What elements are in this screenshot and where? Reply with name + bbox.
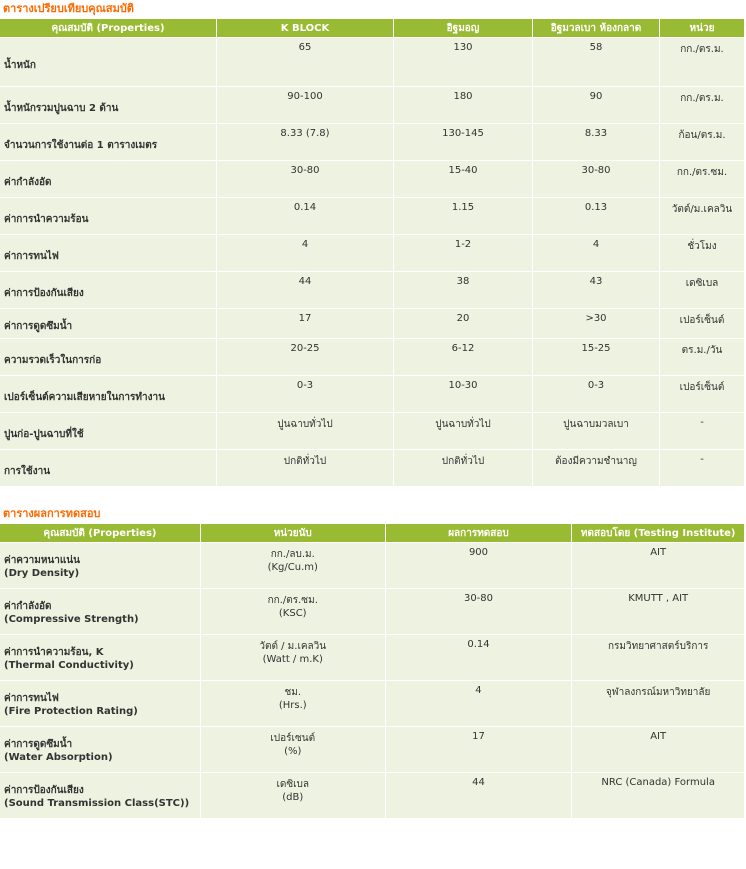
header-properties: คุณสมบัติ (Properties) — [0, 19, 216, 37]
header-lightweight-brick: อิฐมวลเบา ห้องกลาด — [533, 19, 659, 37]
test-result: 17 — [386, 727, 572, 772]
lightweight-brick-value: 90 — [533, 87, 659, 123]
test-unit — [201, 589, 385, 634]
lightweight-brick-value: 0-3 — [533, 376, 659, 412]
test-institute: NRC (Canada) Formula — [572, 773, 744, 818]
test-property-thai: ค่าการนำความร้อน, K — [4, 646, 104, 658]
kblock-value: ปกติทั่วไป — [217, 450, 393, 486]
property-name: ความรวดเร็วในการก่อ — [0, 339, 216, 375]
test-property-english: (Water Absorption) — [4, 751, 113, 763]
test-unit-thai: เดซิเบล — [276, 779, 310, 790]
unit-value: ก้อน/ตร.ม. — [660, 124, 744, 160]
test-institute: กรมวิทยาศาสตร์บริการ — [572, 635, 744, 680]
comparison-row — [0, 198, 744, 234]
unit-value: - — [660, 413, 744, 449]
comparison-row — [0, 272, 744, 308]
header-unit: หน่วย — [660, 19, 744, 37]
property-name: น้ำหนักรวมปูนฉาบ 2 ด้าน — [0, 87, 216, 123]
comparison-row — [0, 124, 744, 160]
comparison-row — [0, 413, 744, 449]
clay-brick-value: ปูนฉาบทั่วไป — [394, 413, 532, 449]
unit-value: ชั่วโมง — [660, 235, 744, 271]
header-test-institute: ทดสอบโดย (Testing Institute) — [572, 524, 744, 542]
test-row — [0, 773, 744, 818]
test-row — [0, 681, 744, 726]
header-kblock: K BLOCK — [217, 19, 393, 37]
header-clay-brick: อิฐมอญ — [394, 19, 532, 37]
clay-brick-value: 6-12 — [394, 339, 532, 375]
test-property-thai: ค่ากำลังอัด — [4, 600, 52, 612]
test-property — [0, 589, 200, 634]
test-unit-english: (%) — [284, 746, 302, 757]
test-row — [0, 589, 744, 634]
test-property — [0, 681, 200, 726]
comparison-table — [0, 18, 745, 487]
lightweight-brick-value: 0.13 — [533, 198, 659, 234]
lightweight-brick-value: >30 — [533, 309, 659, 338]
property-name: ค่าการดูดซึมน้ำ — [0, 309, 216, 338]
comparison-row — [0, 339, 744, 375]
test-property-english: (Thermal Conductivity) — [4, 659, 134, 671]
kblock-value: 0-3 — [217, 376, 393, 412]
property-name: ค่าการนำความร้อน — [0, 198, 216, 234]
comparison-header-row — [0, 19, 744, 37]
unit-value: เดซิเบล — [660, 272, 744, 308]
test-row — [0, 635, 744, 680]
clay-brick-value: 130-145 — [394, 124, 532, 160]
test-property-english: (Compressive Strength) — [4, 613, 139, 625]
comparison-title: ตารางเปรียบเทียบคุณสมบัติ — [3, 2, 134, 15]
clay-brick-value: 180 — [394, 87, 532, 123]
unit-value: เปอร์เซ็นต์ — [660, 376, 744, 412]
kblock-value: ปูนฉาบทั่วไป — [217, 413, 393, 449]
test-unit — [201, 681, 385, 726]
clay-brick-value: 10-30 — [394, 376, 532, 412]
clay-brick-value: ปกติทั่วไป — [394, 450, 532, 486]
test-unit-thai: กก./ตร.ซม. — [267, 595, 318, 606]
unit-value: กก./ตร.ม. — [660, 87, 744, 123]
header-test-result: ผลการทดสอบ — [386, 524, 572, 542]
comparison-row — [0, 161, 744, 197]
test-result: 44 — [386, 773, 572, 818]
test-unit — [201, 543, 385, 588]
test-unit — [201, 773, 385, 818]
comparison-row — [0, 309, 744, 338]
test-row — [0, 543, 744, 588]
test-unit-english: (Hrs.) — [278, 700, 307, 711]
lightweight-brick-value: 4 — [533, 235, 659, 271]
test-institute: AIT — [572, 543, 744, 588]
property-name: ค่าการป้องกันเสียง — [0, 272, 216, 308]
test-unit-english: (dB) — [282, 792, 304, 803]
test-institute: AIT — [572, 727, 744, 772]
test-result: 900 — [386, 543, 572, 588]
test-property — [0, 773, 200, 818]
test-unit-english: (KSC) — [278, 608, 307, 619]
lightweight-brick-value: 58 — [533, 38, 659, 86]
header-test-properties: คุณสมบัติ (Properties) — [0, 524, 200, 542]
property-name: น้ำหนัก — [0, 38, 216, 86]
test-row — [0, 727, 744, 772]
clay-brick-value: 1.15 — [394, 198, 532, 234]
test-property-thai: ค่าการดูดซึมน้ำ — [4, 738, 73, 750]
tests-table — [0, 523, 745, 819]
kblock-value: 30-80 — [217, 161, 393, 197]
test-property-thai: ค่าการทนไฟ — [4, 692, 59, 704]
test-unit-english: (Kg/Cu.m) — [267, 562, 318, 573]
test-institute: จุฬาลงกรณ์มหาวิทยาลัย — [572, 681, 744, 726]
clay-brick-value: 38 — [394, 272, 532, 308]
test-unit-english: (Watt / m.K) — [262, 654, 323, 665]
kblock-value: 0.14 — [217, 198, 393, 234]
kblock-value: 44 — [217, 272, 393, 308]
test-result: 30-80 — [386, 589, 572, 634]
test-unit-thai: วัตต์ / ม.เคลวิน — [259, 641, 327, 652]
kblock-value: 90-100 — [217, 87, 393, 123]
test-property-thai: ค่าความหนาแน่น — [4, 554, 80, 566]
unit-value: กก./ตร.ซม. — [660, 161, 744, 197]
unit-value: กก./ตร.ม. — [660, 38, 744, 86]
clay-brick-value: 20 — [394, 309, 532, 338]
property-name: เปอร์เซ็นต์ความเสียหายในการทำงาน — [0, 376, 216, 412]
unit-value: ตร.ม./วัน — [660, 339, 744, 375]
lightweight-brick-value: ต้องมีความชำนาญ — [533, 450, 659, 486]
test-unit-thai: ชม. — [284, 687, 302, 698]
property-name: ปูนก่อ-ปูนฉาบที่ใช้ — [0, 413, 216, 449]
kblock-value: 17 — [217, 309, 393, 338]
test-property — [0, 635, 200, 680]
lightweight-brick-value: 15-25 — [533, 339, 659, 375]
comparison-row — [0, 38, 744, 86]
lightweight-brick-value: 30-80 — [533, 161, 659, 197]
lightweight-brick-value: ปูนฉาบมวลเบา — [533, 413, 659, 449]
test-unit — [201, 727, 385, 772]
test-property-english: (Dry Density) — [4, 567, 80, 579]
clay-brick-value: 1-2 — [394, 235, 532, 271]
test-result: 4 — [386, 681, 572, 726]
test-property-english: (Sound Transmission Class(STC)) — [4, 797, 190, 809]
property-name: การใช้งาน — [0, 450, 216, 486]
test-institute: KMUTT , AIT — [572, 589, 744, 634]
tests-title: ตารางผลการทดสอบ — [3, 507, 101, 520]
lightweight-brick-value: 8.33 — [533, 124, 659, 160]
test-unit-thai: เปอร์เซนต์ — [270, 733, 316, 744]
test-property — [0, 727, 200, 772]
tests-header-row — [0, 524, 744, 542]
test-property-thai: ค่าการป้องกันเสียง — [4, 784, 84, 796]
unit-value: - — [660, 450, 744, 486]
unit-value: วัตต์/ม.เคลวิน — [660, 198, 744, 234]
comparison-row — [0, 87, 744, 123]
comparison-row — [0, 450, 744, 486]
kblock-value: 20-25 — [217, 339, 393, 375]
lightweight-brick-value: 43 — [533, 272, 659, 308]
kblock-value: 8.33 (7.8) — [217, 124, 393, 160]
property-name: ค่ากำลังอัด — [0, 161, 216, 197]
unit-value: เปอร์เซ็นต์ — [660, 309, 744, 338]
test-unit-thai: กก./ลบ.ม. — [270, 549, 315, 560]
kblock-value: 65 — [217, 38, 393, 86]
comparison-row — [0, 235, 744, 271]
clay-brick-value: 15-40 — [394, 161, 532, 197]
property-name: จำนวนการใช้งานต่อ 1 ตารางเมตร — [0, 124, 216, 160]
test-result: 0.14 — [386, 635, 572, 680]
test-property — [0, 543, 200, 588]
test-property-english: (Fire Protection Rating) — [4, 705, 138, 717]
kblock-value: 4 — [217, 235, 393, 271]
header-test-unit: หน่วยนับ — [201, 524, 385, 542]
test-unit — [201, 635, 385, 680]
comparison-row — [0, 376, 744, 412]
clay-brick-value: 130 — [394, 38, 532, 86]
property-name: ค่าการทนไฟ — [0, 235, 216, 271]
